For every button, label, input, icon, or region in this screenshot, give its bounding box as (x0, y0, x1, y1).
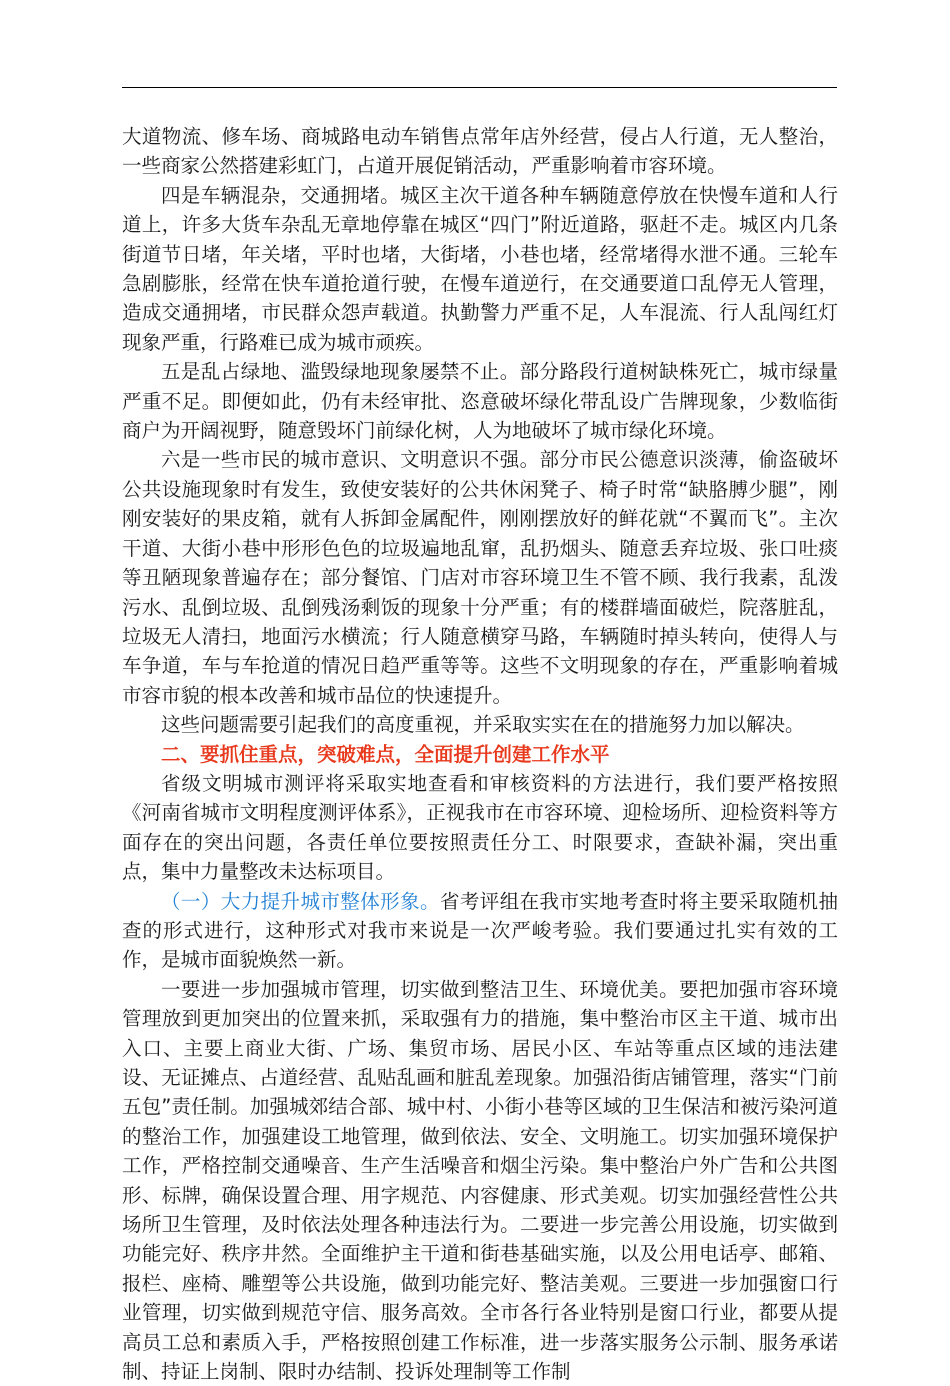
subsection-text: 省考评组在我市实地考查时将主要采取随机抽查的形式进行，这种形式对我市来说是一次严峻考验。我们要通过扎实有效的工作，是城市面貌焕然一新。 (122, 889, 838, 972)
subsection-paragraph (122, 887, 838, 975)
section-intro: 省级文明城市测评将采取实地查看和审核资料的方法进行，我们要严格按照《河南省城市文明程度测评体系》，正视我市在市容环境、迎检场所、迎检资料等方面存在的突出问题，各责任单位要按照责任分工、时限要求，查缺补漏，突出重点，集中力量整改未达标项目。 (122, 771, 838, 884)
section-heading: 二、要抓住重点，突破难点，全面提升创建工作水平 (161, 742, 610, 766)
paragraph-greenery: 五是乱占绿地、滥毁绿地现象屡禁不止。部分路段行道树缺株死亡，城市绿量严重不足。即便如此，仍有未经审批、恣意破坏绿化带乱设广告牌现象，少数临街商户为开阔视野，随意毁坏门前绿化树，人为地破坏了城市绿化环境。 (122, 360, 838, 443)
paragraph-management: 一要进一步加强城市管理，切实做到整洁卫生、环境优美。要把加强市容环境管理放到更加突出的位置来抓，采取强有力的措施，集中整治市区主干道、城市出入口、主要上商业大街、广场、集贸市场、居民小区、车站等重点区域的违法建设、无证摊点、占道经营、乱贴乱画和脏乱差现象。加强沿街店铺管理，落实“门前五包”责任制。加强城郊结合部、城中村、小街小巷等区域的卫生保洁和被污染河道的整治工作，加强建设工地管理，做到依法、安全、文明施工。切实加强环境保护工作，严格控制交通噪音、生产生活噪音和烟尘污染。集中整治户外广告和公共图形、标牌，确保设置合理、用字规范、内容健康、形式美观。切实加强经营性公共场所卫生管理，及时依法处理各种违法行为。二要进一步完善公用设施，切实做到功能完好、秩序井然。全面维护主干道和街巷基础实施，以及公用电话亭、邮箱、报栏、座椅、雕塑等公共设施，做到功能完好、整洁美观。三要进一步加强窗口行业管理，切实做到规范守信、服务高效。全市各行各业特别是窗口行业，都要从提高员工总和素质入手，严格按照创建工作标准，进一步落实服务公示制、服务承诺制、持证上岗制、限时办结制、投诉处理制等工作制 (122, 977, 838, 1384)
header-rule (122, 87, 837, 88)
document-body (122, 122, 838, 1386)
paragraph-traffic: 四是车辆混杂，交通拥堵。城区主次干道各种车辆随意停放在快慢车道和人行道上，许多大货车杂乱无章地停靠在城区“四门”附近道路，驱赶不走。城区内几条街道节日堵，年关堵，平时也堵，大街堵，小巷也堵，经常堵得水泄不通。三轮车急剧膨胀，经常在快车道抢道行驶，在慢车道逆行，在交通要道口乱停无人管理，造成交通拥堵，市民群众怨声载道。执勤警力严重不足，人车混流、行人乱闯红灯现象严重，行路难已成为城市顽疾。 (122, 183, 838, 354)
paragraph-continuation: 大道物流、修车场、商城路电动车销售点常年店外经营，侵占人行道，无人整治，一些商家公然搭建彩虹门，占道开展促销活动，严重影响着市容环境。 (122, 125, 838, 178)
paragraph-civility: 六是一些市民的城市意识、文明意识不强。部分市民公德意识淡薄，偷盗破坏公共设施现象时有发生，致使安装好的公共休闲凳子、椅子时常“缺胳膊少腿”，刚刚安装好的果皮箱，就有人拆卸金属配件，刚刚摆放好的鲜花就“不翼而飞”。主次干道、大街小巷中形形色色的垃圾遍地乱窜，乱扔烟头、随意丢弃垃圾、张口吐痰等丑陋现象普遍存在；部分餐馆、门店对市容环境卫生不管不顾、我行我素，乱泼污水、乱倒垃圾、乱倒残汤剩饭的现象十分严重；有的楼群墙面破烂，院落脏乱，垃圾无人清扫，地面污水横流；行人随意横穿马路，车辆随时掉头转向，使得人与车争道，车与车抢道的情况日趋严重等等。这些不文明现象的存在，严重影响着城市容市貌的根本改善和城市品位的快速提升。 (122, 448, 838, 707)
subsection-lead: （一）大力提升城市整体形象。 (161, 889, 440, 913)
paragraph-conclusion: 这些问题需要引起我们的高度重视，并采取实实在在的措施努力加以解决。 (161, 713, 805, 737)
